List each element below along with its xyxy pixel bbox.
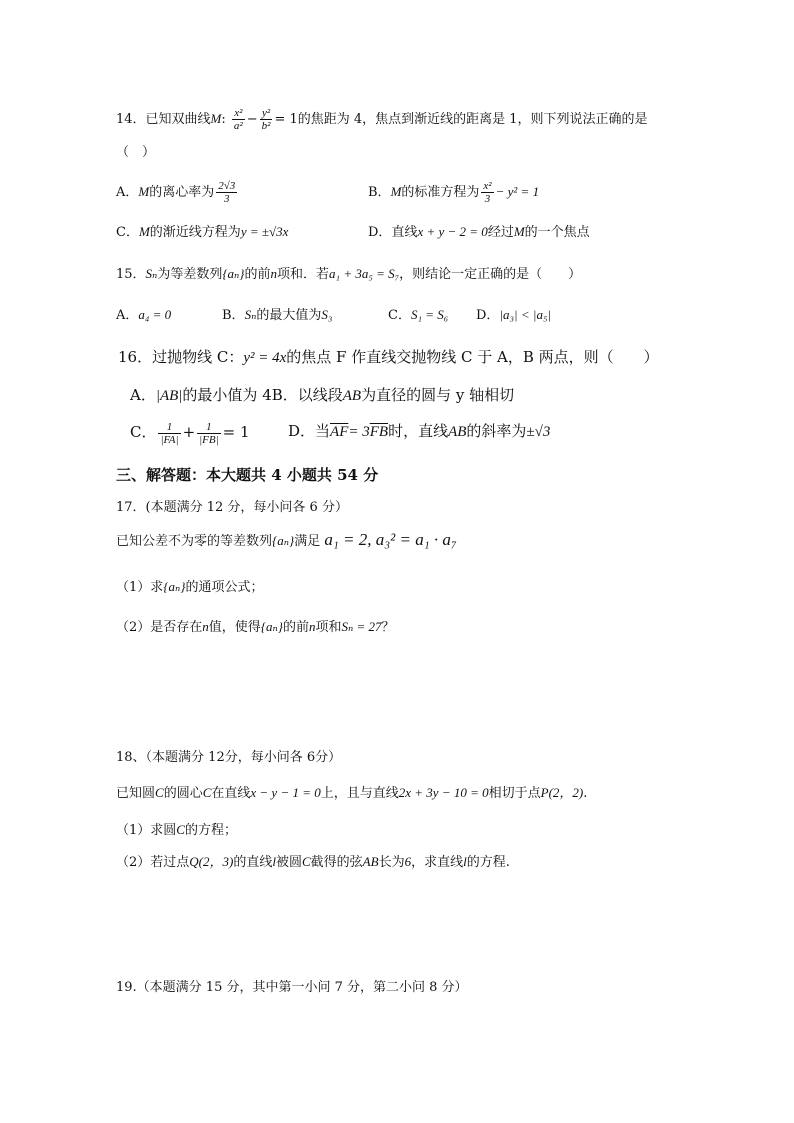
label: A． <box>130 386 156 404</box>
q14-option-b <box>368 180 539 205</box>
text: 上，且与直线 <box>320 786 399 801</box>
q17-part1 <box>116 578 263 597</box>
section-title: 三、解答题：本大题共 4 小题共 54 分 <box>116 466 379 484</box>
den: |FB| <box>199 433 219 446</box>
q18-part2 <box>116 853 510 872</box>
q17-line1 <box>116 531 457 551</box>
label: D． <box>476 308 500 323</box>
var: Sₙ <box>244 307 257 322</box>
text: 项和 <box>315 620 342 635</box>
var: M <box>390 184 402 199</box>
var: l <box>272 854 276 869</box>
num: 2√3 <box>218 180 236 192</box>
q14-option-d <box>368 223 590 242</box>
equals-one: = 1 <box>274 112 298 127</box>
text: 的最小值为 4 <box>182 386 272 404</box>
text: ？ <box>381 620 395 635</box>
eq: = 3 <box>348 424 370 440</box>
den: 3 <box>484 193 491 205</box>
text: （2）若过点 <box>116 855 190 870</box>
text: 的焦距为 4，焦点到渐近线的距离是 1，则下列说法正确的是 <box>297 112 648 127</box>
fraction <box>481 180 493 205</box>
num: y² <box>260 107 273 120</box>
text: 14．已知双曲线 <box>116 112 211 127</box>
var: l <box>463 854 467 869</box>
var: C <box>202 785 212 800</box>
var: C <box>301 854 311 869</box>
text: 已知公差不为零的等差数列 <box>116 534 273 549</box>
text: ，求直线 <box>411 855 464 870</box>
den: a² <box>233 120 243 132</box>
var: Sₙ <box>145 266 158 281</box>
vector: $\overline{FB}$ <box>369 424 389 440</box>
q15-option-c <box>388 306 448 325</box>
var: C <box>155 785 164 800</box>
eq: a₁ + 3a₅ = S₇ <box>329 266 400 281</box>
q19-head: 19.（本题满分 15 分，其中第一小问 7 分，第二小问 8 分） <box>116 980 468 995</box>
text: 的方程； <box>184 823 237 838</box>
fraction-x-a <box>232 107 245 132</box>
var: n <box>308 619 316 634</box>
text: 的直线 <box>233 855 273 870</box>
text: . <box>583 786 588 801</box>
var: M <box>138 184 150 199</box>
fraction <box>216 180 237 205</box>
eq: x + y − 2 = 0 <box>417 224 488 239</box>
text: 为直径的圆与 y 轴相切 <box>361 386 515 404</box>
text: 值，使得 <box>208 620 261 635</box>
var: |AB| <box>155 388 183 404</box>
num: 15． <box>116 267 146 282</box>
text: 被圆 <box>275 855 302 870</box>
text: 的通项公式； <box>185 580 264 595</box>
text: 的前 <box>282 620 309 635</box>
text: 的斜率为 <box>466 422 527 440</box>
var: {aₙ} <box>272 533 295 548</box>
label: D． <box>368 225 392 240</box>
text: 已知圆 <box>116 786 156 801</box>
text: 在直线 <box>211 786 251 801</box>
fraction-y-b <box>260 107 273 132</box>
num: 1 <box>158 421 180 434</box>
condition: a₁ = 2, a₃² = a₁ · a₇ <box>324 530 457 549</box>
q15-stem <box>116 265 581 284</box>
label: B． <box>222 308 245 323</box>
text: 时，直线 <box>388 422 449 440</box>
point: Q(2，3) <box>189 854 234 869</box>
label: A． <box>116 185 139 200</box>
text: 长为 <box>378 855 405 870</box>
text: 截得的弦 <box>310 855 363 870</box>
vector: $\overline{AF}$ <box>330 424 349 440</box>
den: b² <box>261 120 271 132</box>
q14-paren: （ ） <box>116 145 156 160</box>
label: C． <box>116 225 139 240</box>
var: {aₙ} <box>260 619 283 634</box>
text: 相切于点 <box>488 786 541 801</box>
text: 为等差数列 <box>157 267 223 282</box>
var: AB <box>342 388 362 404</box>
text: 的前 <box>244 267 271 282</box>
eq: Sₙ = 27 <box>341 619 382 634</box>
fraction-1 <box>158 421 180 446</box>
text: ，则结论一定正确的是（ ） <box>399 267 582 282</box>
q14-option-a <box>116 180 239 205</box>
point: P(2，2) <box>540 785 584 800</box>
label: D．当 <box>288 422 331 440</box>
label: C． <box>388 308 411 323</box>
var-m: M <box>210 111 222 126</box>
var: M <box>138 224 150 239</box>
text: 的标准方程为 <box>401 185 480 200</box>
value: ±√3 <box>526 424 551 440</box>
den: |FA| <box>160 433 179 446</box>
text: 的方程. <box>466 855 510 870</box>
text: 的离心率为 <box>149 185 215 200</box>
eq: − y² = 1 <box>495 184 540 199</box>
q17-head: 17．(本题满分 12 分，每小问各 6 分） <box>116 500 348 515</box>
q15-option-b <box>222 306 332 325</box>
den: 3 <box>224 193 230 205</box>
eq: |a₃| < |a₅| <box>499 307 552 322</box>
eq: a₄ = 0 <box>138 307 172 322</box>
var: S₃ <box>321 307 333 322</box>
value: 6 <box>404 854 412 869</box>
text: 的焦点 F 作直线交抛物线 C 于 A，B 两点，则（ ） <box>286 348 659 366</box>
q15-option-d <box>476 306 551 325</box>
var: n <box>202 619 209 634</box>
q16-option-a-b <box>130 386 514 405</box>
minus: − <box>246 112 258 127</box>
q16-option-d <box>288 422 550 441</box>
num: 1 <box>197 421 221 434</box>
label: B．以线段 <box>271 386 343 404</box>
q16-stem <box>118 348 659 367</box>
q17-part2 <box>116 618 395 637</box>
text: 满足 <box>294 534 321 549</box>
var: C <box>176 822 185 837</box>
fraction-2 <box>197 421 221 446</box>
text: 的渐近线方程为 <box>149 225 241 240</box>
eq: x − y − 1 = 0 <box>250 785 321 800</box>
label: B． <box>368 185 391 200</box>
text: （2）是否存在 <box>116 620 203 635</box>
plus: + <box>182 423 196 441</box>
q18-part1 <box>116 821 237 840</box>
text: 的一个焦点 <box>524 225 590 240</box>
q15-options <box>116 306 171 325</box>
eq: S₁ = S₆ <box>410 307 449 322</box>
text: 项和．若 <box>277 267 330 282</box>
eq: y = ±√3x <box>240 224 289 239</box>
num: x² <box>232 107 245 120</box>
q14-stem: 14．已知双曲线M: $\frac{\text{x²}}{\text{a²}}$ − $\frac{\text{y²}}{\text{b²}}$ = 1的焦距为 4，焦点到渐近线的距离是 1，则下列说法正确的是 <box>116 107 648 132</box>
text: 经过 <box>487 225 514 240</box>
text: 16．过抛物线 C： <box>118 348 244 366</box>
eq: 2x + 3y − 10 = 0 <box>398 785 489 800</box>
label: C． <box>130 423 157 441</box>
q16-option-c <box>130 418 250 446</box>
text: 的最大值为 <box>256 308 322 323</box>
var: {aₙ} <box>222 266 245 281</box>
text: 的圆心 <box>163 786 203 801</box>
eq: = 1 <box>222 423 250 441</box>
text: 直线 <box>391 225 418 240</box>
var: n <box>270 266 278 281</box>
q18-line1 <box>116 784 587 803</box>
label: A． <box>116 308 139 323</box>
var: {aₙ} <box>163 579 186 594</box>
q18-head: 18、（本题满分 12分，每小问各 6分） <box>116 750 342 765</box>
var: M <box>513 224 525 239</box>
text: （1）求圆 <box>116 823 177 838</box>
var: AB <box>362 854 379 869</box>
q14-option-c <box>116 223 288 242</box>
text: （1）求 <box>116 580 164 595</box>
var: AB <box>448 424 467 440</box>
num: x² <box>483 180 492 192</box>
eq: y² = 4x <box>243 350 287 366</box>
